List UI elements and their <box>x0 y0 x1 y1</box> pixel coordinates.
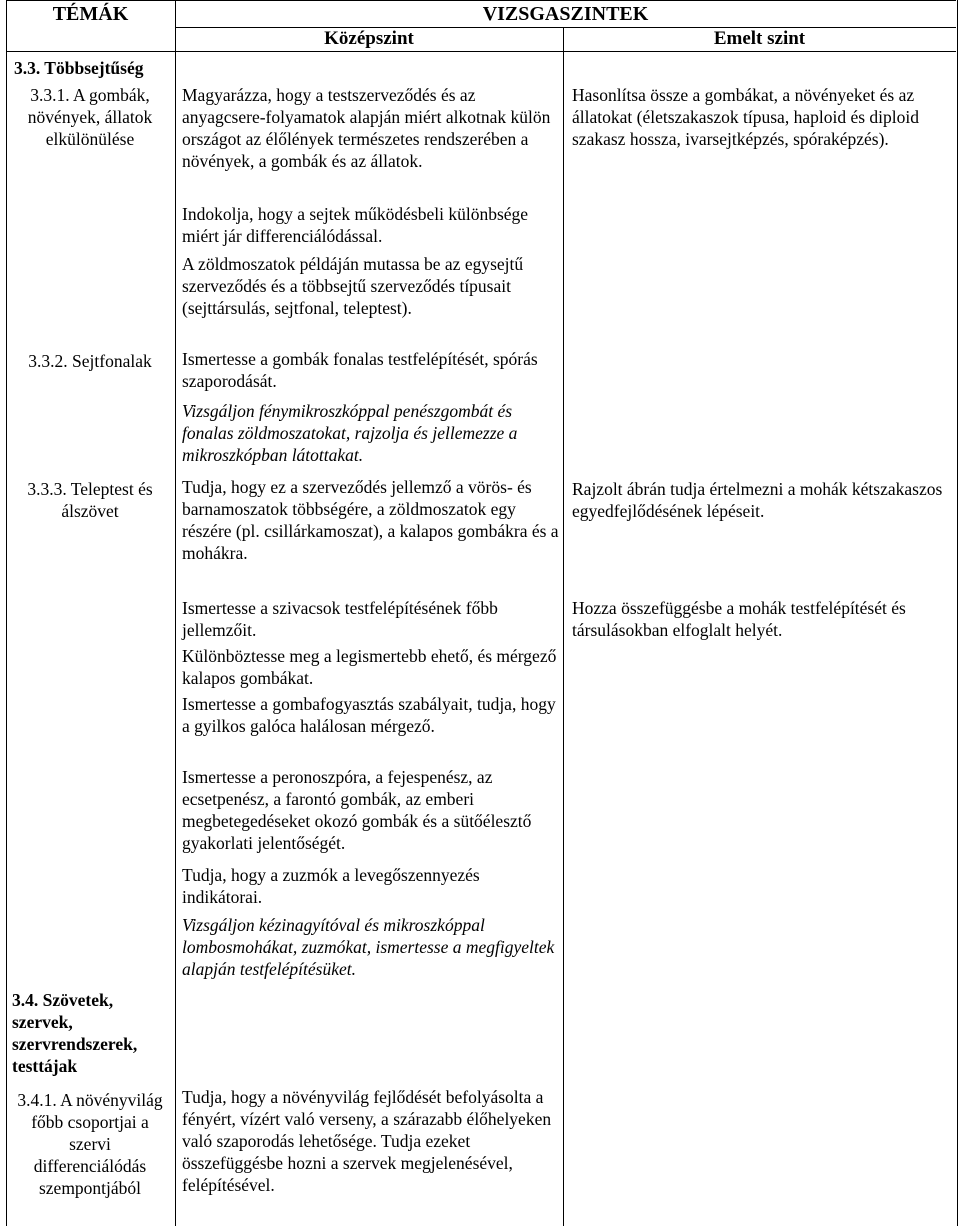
high-objective-3: Hozza összefüggésbe a mohák testfelépítését és társulásokban elfoglalt helyét. <box>572 598 906 640</box>
mid-objective-5: Vizsgáljon fénymikroszkóppal penészgombát és fonalas zöldmoszatokat, rajzolja és jellemezze a mikroszkópban látottakat. <box>182 401 518 465</box>
topic-3-3-3: 3.3.3. Teleptest és álszövet <box>27 479 153 521</box>
header-bottom-line <box>6 51 956 52</box>
mid-objective-7: Ismertesse a szivacsok testfelépítésének főbb jellemzőit. <box>182 598 498 640</box>
mid-level-header: Középszint <box>324 28 414 49</box>
topic-3-4: 3.4. Szövetek, szervek, szervrendszerek, testtájak <box>12 990 138 1076</box>
mid-objective-6: Tudja, hogy ez a szerveződés jellemző a vörös- és barnamoszatok többségére, a zöldmoszatok egy részére (pl. csillárkamoszat), a kalapos gombákra és a mohákra. <box>182 477 559 563</box>
high-objective-2: Rajzolt ábrán tudja értelmezni a mohák kétszakaszos egyedfejlődésének lépéseit. <box>572 479 943 521</box>
high-level-header: Emelt szint <box>713 28 806 49</box>
mid-objective-9: Ismertesse a gombafogyasztás szabályait, tudja, hogy a gyilkos galóca halálosan mérgező. <box>182 694 556 736</box>
mid-objective-11: Tudja, hogy a zuzmók a levegőszennyezés indikátorai. <box>182 865 480 907</box>
table-top-border <box>6 0 956 1</box>
mid-objective-13: Tudja, hogy a növényvilág fejlődését befolyásolta a fényért, vízért való verseny, a szárazabb élőhelyeken való szaporodás lehetősége. Tudja ezeket összefüggésbe hozni a szervek megjelenésével, felépítésével. <box>182 1087 552 1195</box>
exams-header: VIZSGASZINTEK <box>482 3 649 25</box>
topics-header: TÉMÁK <box>52 3 129 25</box>
topic-3-4-1: 3.4.1. A növényvilág főbb csoportjai a szervi differenciálódás szempontjából <box>17 1090 163 1198</box>
levels-column-divider <box>563 27 564 1226</box>
topic-3-3-1: 3.3.1. A gombák, növények, állatok elkülönülése <box>27 85 153 149</box>
mid-objective-10: Ismertesse a peronoszpóra, a fejespenész, az ecsetpenész, a farontó gombák, az emberi megbetegedéseket okozó gombák és a sütőélesztő gyakorlati jelentőségét. <box>182 767 532 853</box>
mid-objective-2: Indokolja, hogy a sejtek működésbeli különbsége miért jár differenciálódással. <box>182 204 529 246</box>
mid-objective-3: A zöldmoszatok példáján mutassa be az egysejtű szerveződés és a többsejtű szerveződés típusait (sejttársulás, sejtfonal, teleptest). <box>182 254 524 318</box>
topics-column-divider <box>175 0 176 1226</box>
topic-3-3: 3.3. Többsejtűség <box>14 58 144 78</box>
mid-objective-8: Különböztesse meg a legismertebb ehető, és mérgező kalapos gombákat. <box>182 646 557 688</box>
mid-objective-1: Magyarázza, hogy a testszerveződés és az anyagcsere-folyamatok alapján miért alkotnak külön országot az élőlények természetes rendszerében a növények, a gombák és az állatok. <box>182 85 551 171</box>
mid-objective-12: Vizsgáljon kézinagyítóval és mikroszkóppal lombosmohákat, zuzmókat, ismertesse a megfigyeltek alapján testfelépítésüket. <box>182 915 555 979</box>
topic-3-3-2: 3.3.2. Sejtfonalak <box>28 351 152 371</box>
mid-objective-4: Ismertesse a gombák fonalas testfelépítését, spórás szaporodását. <box>182 349 538 391</box>
high-objective-1: Hasonlítsa össze a gombákat, a növényeket és az állatokat (életszakaszok típusa, haploid és diploid szakasz hossza, ivarsejtképzés, spóraképzés). <box>572 85 919 149</box>
